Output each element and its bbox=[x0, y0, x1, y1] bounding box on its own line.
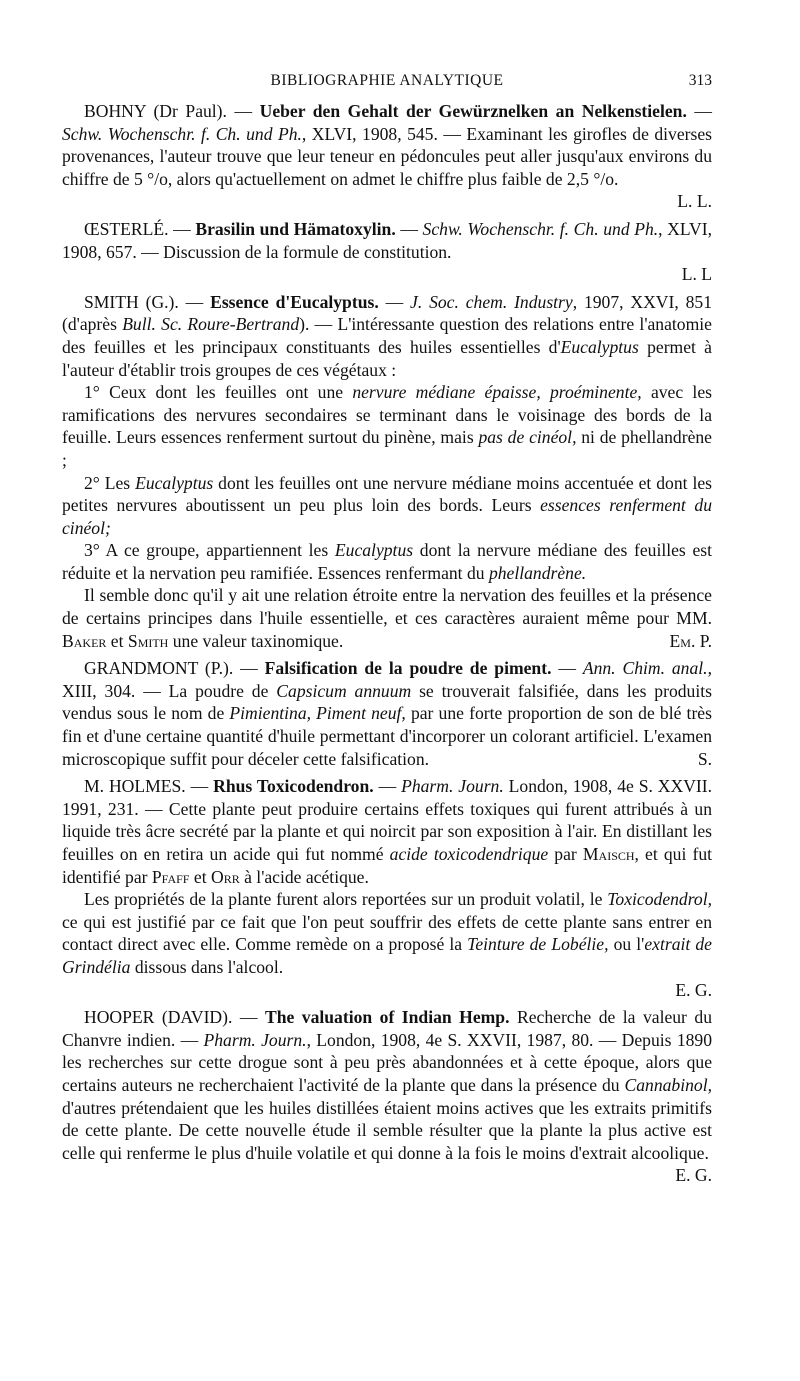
entry-title: Brasilin und Hämatoxylin. bbox=[195, 218, 396, 239]
entry-journal: Ann. Chim. anal. bbox=[582, 658, 708, 679]
entry-paragraph: HOOPER (DAVID). — The valuation of Indian Hemp. Recherche de la valeur du Chanvre indien. — Pharm. Journ., London, 1908, 4e S. XXVII, 1987, 80. — Depuis 1890 les recherches sur cette drogue sont à peu près abandonnées et à cette époque, alors que certains auteurs ne recherchaient l'activité de la plante que dans la présence du Cannabinol, d'autres prétendaient que les huiles distillées étaient moins actives que les extraits primitifs de cette plante. De cette nouvelle étude il semble résulter que la plante la plus active est celle qui renferme le plus d'huile volatile et qui donne à la fois le moins d'extrait alcoolique. E. G. bbox=[62, 1007, 713, 1186]
entry-author: HOOPER (DAVID). bbox=[84, 1007, 233, 1028]
entry-paragraph: ŒSTERLÉ. — Brasilin und Hämatoxylin. — Schw. Wochenschr. f. Ch. und Ph., XLVI, 1908, 657. — Discussion de la formule de constitution. bbox=[62, 218, 712, 262]
entry-signature: L. L bbox=[681, 264, 712, 285]
entry-signature: Em. P. bbox=[669, 630, 712, 651]
entry-journal: J. Soc. chem. Industry bbox=[410, 291, 573, 312]
bibliography-entry-holmes bbox=[62, 775, 712, 1001]
entry-paragraph-conclusion: Il semble donc qu'il y ait une relation étroite entre la nervation des feuilles et la présence de certains principes dans l'huile essentielle, et ces caractères auraient même pour MM. Baker et Smith une valeur taxinomique. Em. P. bbox=[62, 585, 712, 651]
bibliography-entry-grandmont bbox=[62, 657, 712, 770]
bibliography-entry-oesterle bbox=[62, 218, 712, 286]
entry-signature: E. G. bbox=[675, 979, 712, 1000]
entry-author: M. HOLMES. bbox=[84, 776, 186, 797]
entry-author: GRANDMONT (P.). bbox=[84, 658, 234, 679]
entry-title: Ueber den Gehalt der Gewürznelken an Nelkenstielen. bbox=[259, 101, 687, 121]
entry-text: , XLVI, 1908, 545. — Examinant les girofles de diverses provenances, l'auteur trouve que leur teneur en pédoncules peut aller jusqu'aux environs du chiffre de 5 °/o, alors qu'actuellement on admet le chiffre plus faible de 2,5 °/o. bbox=[62, 123, 713, 189]
entry-journal: Schw. Wochenschr. f. Ch. und Ph. bbox=[62, 123, 302, 144]
entry-paragraph: M. HOLMES. — Rhus Toxicodendron. — Pharm. Journ. London, 1908, 4e S. XXVII. 1991, 231. — Cette plante peut produire certains effets toxiques qui furent attribués à un liquide très âcre secrété par la plante et qui noircit par son exposition à l'air. En distillant les feuilles on en retira un acide qui fut nommé acide toxicodendrique par Maisch, et qui fut identifié par Pfaff et Orr à l'acide acétique. bbox=[62, 776, 713, 887]
entry-paragraph-group-2: 2° Les Eucalyptus dont les feuilles ont une nervure médiane moins accentuée et dont les petites nervures aboutissent un peu plus loin des bords. Leurs essences renferment du cinéol; bbox=[62, 472, 712, 538]
bibliography-entry-hooper bbox=[62, 1006, 712, 1187]
header-title: BIBLIOGRAPHIE ANALYTIQUE bbox=[270, 72, 504, 89]
entry-title: Falsification de la poudre de piment. bbox=[264, 658, 552, 679]
entry-paragraph: GRANDMONT (P.). — Falsification de la poudre de piment. — Ann. Chim. anal., XIII, 304. — La poudre de Capsicum annuum se trouverait falsifiée, dans les produits vendus sous le nom de Pimientina, Piment neuf, par une forte proportion de son de blé très fin et d'une certaine quantité d'huile permettant d'incorporer un colorant artificiel. L'examen microscopique suffit pour déceler cette falsification. S. bbox=[62, 658, 712, 769]
entry-signature: S. bbox=[697, 748, 712, 769]
entry-paragraph-continued: Les propriétés de la plante furent alors reportées sur un produit volatil, le Toxicodendrol, ce qui est justifié par ce fait que l'on peut souffrir des effets de cette plante sans entrer en contact direct avec elle. Comme remède on a proposé la Teinture de Lobélie, ou l'extrait de Grindélia dissous dans l'alcool. bbox=[62, 889, 712, 977]
page-number: 313 bbox=[688, 72, 712, 89]
document-page bbox=[62, 70, 712, 1192]
entry-text: , XLVI, 1908, 657. — Discussion de la formule de constitution. bbox=[62, 218, 712, 262]
entry-author: BOHNY (Dr Paul). bbox=[84, 101, 227, 121]
entry-paragraph-group-3: 3° A ce groupe, appartiennent les Eucalyptus dont la nervure médiane des feuilles est réduite et la nervation peu ramifiée. Essences renfermant du phellandrène. bbox=[62, 540, 712, 583]
entry-author: ŒSTERLÉ. bbox=[84, 218, 169, 239]
entry-journal: Pharm. Journ. bbox=[401, 776, 504, 797]
entry-title: Rhus Toxicodendron. bbox=[213, 776, 374, 797]
entry-paragraph-group-1: 1° Ceux dont les feuilles ont une nervure médiane épaisse, proéminente, avec les ramifications des nervures secondaires se terminant dans le voisinage des bords de la feuille. Leurs essences renferment surtout du pinène, mais pas de cinéol, ni de phellandrène ; bbox=[62, 382, 712, 470]
entry-title: Essence d'Eucalyptus. bbox=[210, 291, 379, 312]
bibliography-entry-bohny bbox=[62, 100, 712, 213]
entry-signature: L. L. bbox=[677, 191, 712, 212]
entry-journal: Schw. Wochenschr. f. Ch. und Ph. bbox=[422, 218, 659, 239]
entry-paragraph: SMITH (G.). — Essence d'Eucalyptus. — J. Soc. chem. Industry, 1907, XXVI, 851 (d'après Bull. Sc. Roure-Bertrand). — L'intéressante question des relations entre l'anatomie des feuilles et les principaux constituants des huiles essentielles d'Eucalyptus permet à l'auteur d'établir trois groupes de ces végétaux : bbox=[62, 291, 712, 380]
running-header bbox=[62, 70, 712, 100]
entry-journal: Pharm. Journ. bbox=[203, 1029, 307, 1050]
entry-title: The valuation of Indian Hemp. bbox=[264, 1007, 510, 1028]
entry-author: SMITH (G.). bbox=[84, 291, 179, 312]
entry-paragraph: BOHNY (Dr Paul). — Ueber den Gehalt der Gewürznelken an Nelkenstielen. — Schw. Wochenschr. f. Ch. und Ph., XLVI, 1908, 545. — Examinant les girofles de diverses provenances, l'auteur trouve que leur teneur en pédoncules peut aller jusqu'aux environs du chiffre de 5 °/o, alors qu'actuellement on admet le chiffre plus faible de 2,5 °/o. bbox=[62, 101, 713, 189]
entry-signature: E. G. bbox=[675, 1165, 712, 1186]
bibliography-entry-smith bbox=[62, 291, 712, 653]
